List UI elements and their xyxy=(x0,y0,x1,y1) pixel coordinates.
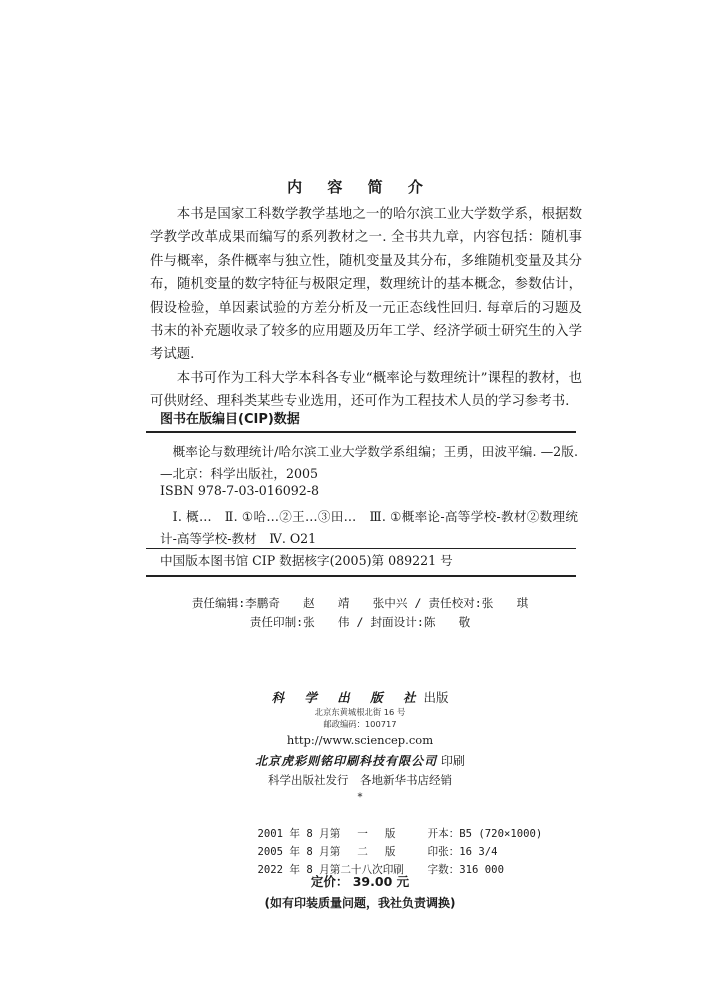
cip-bottom-rule xyxy=(146,575,576,577)
edition-info: 2001 年 8 月第 一 版 xyxy=(257,828,396,840)
publisher-suffix: 出版 xyxy=(423,690,449,705)
separator-star: * xyxy=(357,792,363,803)
intro-title: 内 容 简 介 xyxy=(287,178,433,196)
cip-record: 中国版本图书馆 CIP 数据核字(2005)第 089221 号 xyxy=(160,553,453,568)
cip-top-rule xyxy=(146,431,576,433)
publisher-address: 北京东黄城根北街 16 号 xyxy=(314,707,406,717)
cip-heading: 图书在版编目(CIP)数据 xyxy=(160,412,300,427)
cip-rule xyxy=(146,548,576,549)
format-info: 字数：316 000 xyxy=(427,864,504,876)
cip-isbn: ISBN 978-7-03-016092-8 xyxy=(160,483,320,498)
printer-brand: 北京虎彩则铭印刷科技有限公司 xyxy=(255,754,438,768)
printer-suffix: 印刷 xyxy=(440,754,465,768)
cip-entry: 概率论与数理统计/哈尔滨工业大学数学系组编；王勇，田波平编. —2版. —北京：科学出版社，2005 xyxy=(160,444,578,481)
intro-paragraph: 本书是国家工科数学教学基地之一的哈尔滨工业大学数学系，根据数学教学改革成果而编写的系列教材之一. 全书共九章，内容包括：随机事件与概率，条件概率与独立性，随机变量及其分布，多维随机变量及其分布，随机变量的数字特征与极限定理，数理统计的基本概念，参数估计，假设检验，单因素试验的方差分析及一元正态线性回归. 每章后的习题及书末的补充题收录了较多的应用题及历年工学、经济学硕士研究生的入学考试题. xyxy=(150,207,582,363)
format-info: 开本：B5 (720×1000) xyxy=(427,828,543,840)
quality-note: (如有印装质量问题，我社负责调换) xyxy=(264,896,456,910)
distribution-line: 科学出版社发行 各地新华书店经销 xyxy=(268,773,452,787)
publisher-postcode: 邮政编码：100717 xyxy=(323,719,397,729)
edition-info: 2022 年 8 月第二十八次印刷 xyxy=(257,864,404,876)
price: 定价： 39.00 元 xyxy=(310,874,410,889)
printer-name xyxy=(0,752,720,769)
credits-editors: 责任编辑:李鹏奇 赵 靖 张中兴 / 责任校对:张 琪 xyxy=(191,596,529,610)
format-info: 印张：16 3/4 xyxy=(427,846,498,858)
cip-classification: Ⅰ. 概… Ⅱ. ①哈…②王…③田… Ⅲ. ①概率论-高等学校-教材②数理统计-高等学校-教材 Ⅳ. O21 xyxy=(160,509,578,546)
credits-print: 责任印制:张 伟 / 封面设计:陈 敬 xyxy=(249,615,471,629)
intro-paragraph: 本书可作为工科大学本科各专业“概率论与数理统计”课程的教材，也可供财经、理科类某些专业选用，还可作为工程技术人员的学习参考书. xyxy=(150,370,582,410)
publisher-brand: 科 学 出 版 社 xyxy=(271,690,424,705)
publisher-name xyxy=(0,688,720,706)
edition-info: 2005 年 8 月第 二 版 xyxy=(257,846,396,858)
publisher-website: http://www.sciencep.com xyxy=(286,733,434,747)
intro-body xyxy=(150,203,582,414)
